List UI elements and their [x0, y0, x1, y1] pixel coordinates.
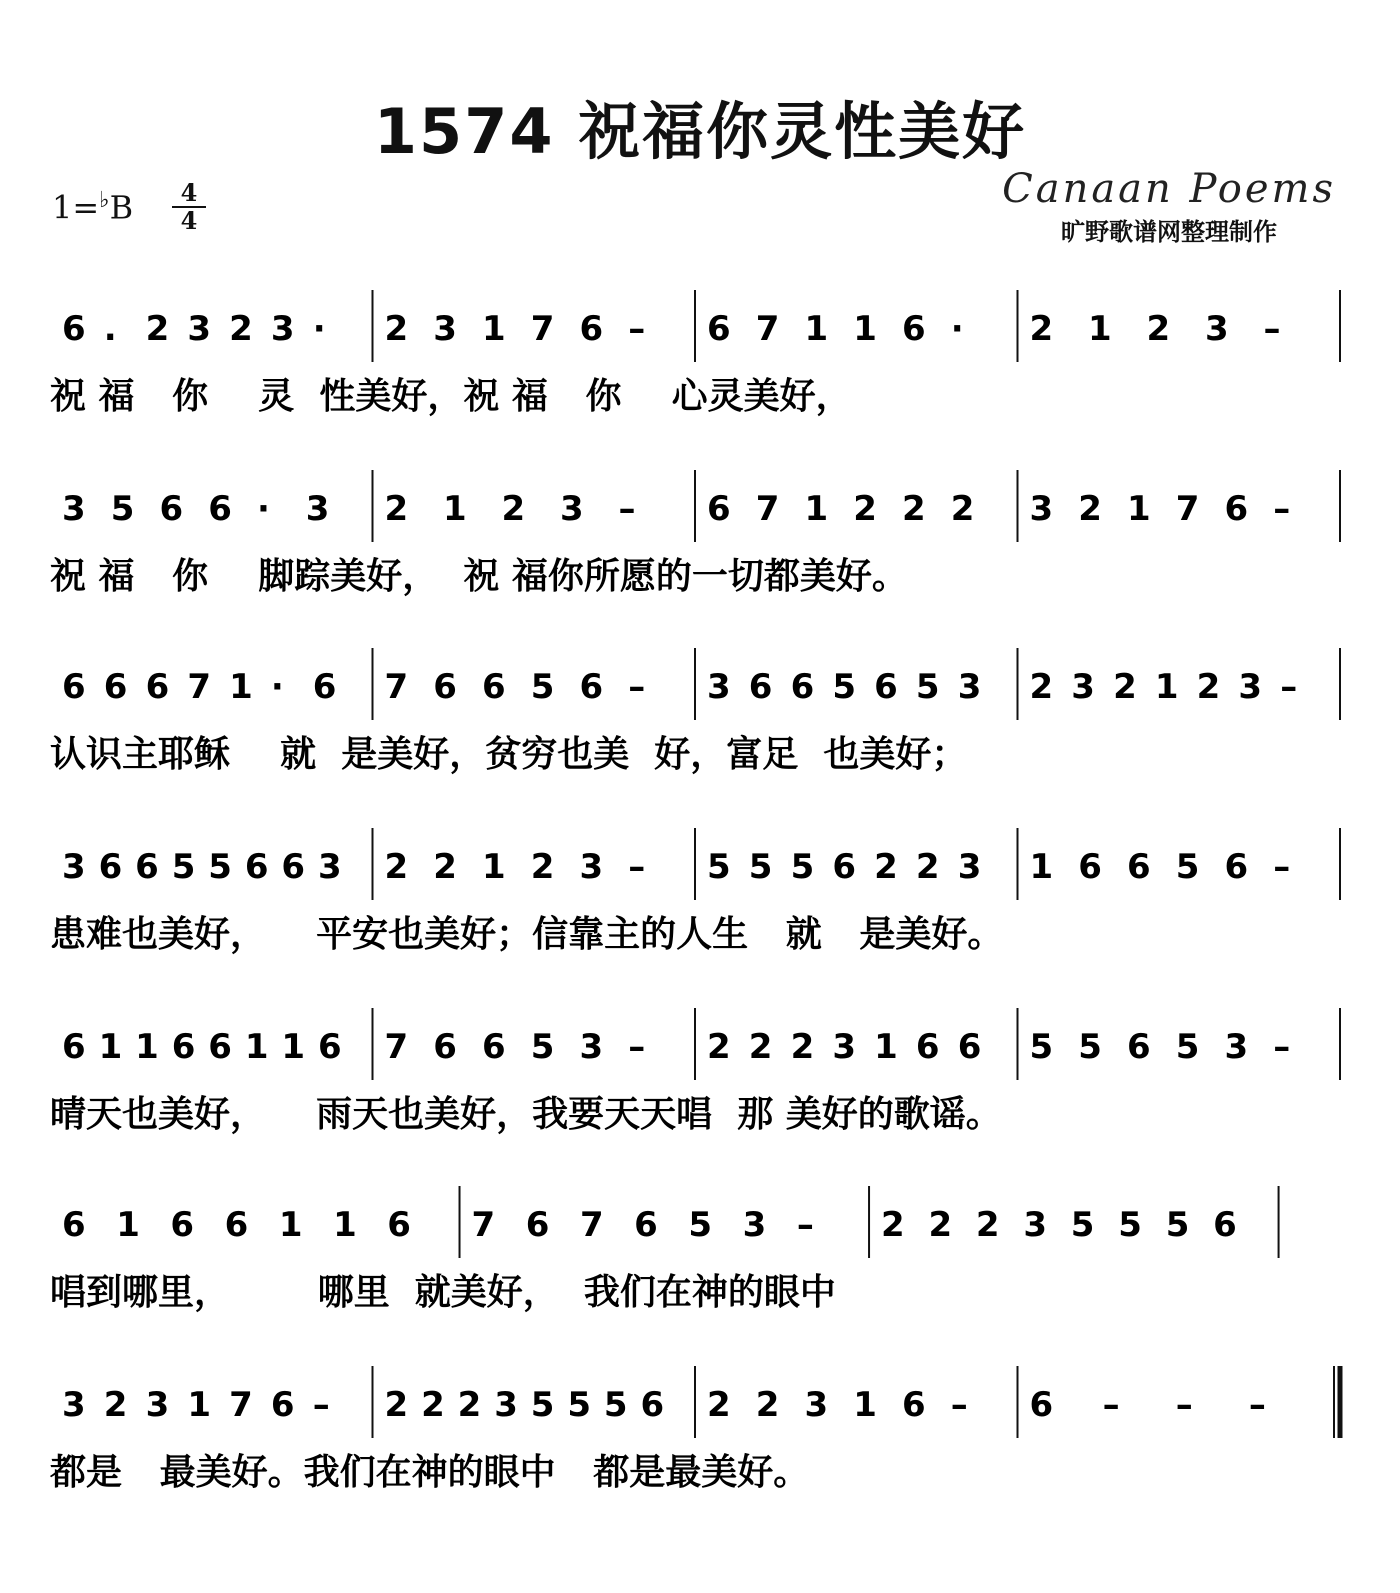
note: 6	[244, 847, 269, 887]
note: 7	[579, 1205, 604, 1245]
note: –	[1273, 489, 1291, 529]
note: 3	[317, 847, 342, 887]
note: ·	[270, 667, 284, 707]
note: 1	[874, 1027, 898, 1067]
note: 6	[748, 667, 773, 707]
note: –	[628, 847, 646, 887]
note: 2	[1113, 667, 1137, 707]
note: 5	[1165, 1205, 1190, 1245]
note: 6	[62, 667, 86, 707]
score-system	[0, 828, 1400, 998]
note: 1	[116, 1205, 140, 1245]
note: 6	[224, 1205, 249, 1245]
note: 3	[1205, 309, 1229, 349]
note: 2	[1029, 667, 1054, 707]
note: –	[618, 489, 636, 529]
lyric-line: 祝 福 你 灵 性美好，祝 福 你 心灵美好，	[50, 376, 852, 417]
note: 6	[433, 667, 457, 707]
note: 2	[902, 489, 926, 529]
note: 3	[305, 489, 330, 529]
note: 1	[98, 1027, 123, 1067]
note: 6	[387, 1205, 411, 1245]
note: 5	[1078, 1027, 1102, 1067]
note: 6	[874, 667, 898, 707]
note: 6	[281, 847, 306, 887]
note: 6	[1224, 847, 1249, 887]
note: 2	[433, 847, 457, 887]
note: 1	[229, 667, 253, 707]
note: 1	[1088, 309, 1112, 349]
note: 3	[1224, 1027, 1249, 1067]
note: 2	[790, 1027, 815, 1067]
note: 3	[1071, 667, 1095, 707]
note: 6	[312, 667, 337, 707]
note: 6	[98, 847, 123, 887]
note: 5	[208, 847, 232, 887]
note: 3	[957, 667, 982, 707]
note: 6	[915, 1027, 940, 1067]
lyric-line: 都是 最美好。我们在神的眼中 都是最美好。	[50, 1452, 810, 1493]
note: 6	[902, 1385, 926, 1425]
note: 7	[229, 1385, 253, 1425]
note: 2	[530, 847, 555, 887]
note: 3	[1023, 1205, 1048, 1245]
note: 3	[187, 309, 212, 349]
note: 6	[135, 847, 159, 887]
note: –	[1175, 1385, 1193, 1425]
note: 1	[135, 1027, 159, 1067]
note: –	[1248, 1385, 1266, 1425]
note: 6	[634, 1205, 658, 1245]
note: 2	[881, 1205, 905, 1245]
note: 1	[187, 1385, 212, 1425]
score-system	[0, 470, 1400, 640]
note: 5	[1070, 1205, 1095, 1245]
note: 5	[603, 1385, 628, 1425]
note: 6	[159, 489, 184, 529]
note: 3	[579, 1027, 604, 1067]
note: 3	[804, 1385, 829, 1425]
note: 7	[755, 309, 780, 349]
note: 6	[482, 667, 506, 707]
note: 5	[832, 667, 857, 707]
note: 5	[688, 1205, 713, 1245]
note: 2	[384, 309, 409, 349]
brand-block	[1002, 166, 1336, 247]
time-signature: 4 4	[172, 180, 206, 234]
note: 6	[902, 309, 926, 349]
note: 6	[832, 847, 857, 887]
note: 5	[1175, 1027, 1200, 1067]
note: 6	[62, 1205, 86, 1245]
score-system	[0, 290, 1400, 460]
note: 3	[62, 1385, 86, 1425]
lyric-line: 晴天也美好， 雨天也美好，我要天天唱 那 美好的歌谣。	[50, 1094, 1002, 1135]
note: 3	[1029, 489, 1054, 529]
note: 1	[333, 1205, 357, 1245]
note: 6	[790, 667, 815, 707]
note: 5	[567, 1385, 591, 1425]
note: 2	[874, 847, 898, 887]
brand-credit: 旷野歌谱网整理制作	[1061, 218, 1278, 246]
note: 6	[1078, 847, 1102, 887]
note: 1	[482, 847, 506, 887]
note: 6	[171, 1027, 196, 1067]
note: –	[796, 1205, 814, 1245]
score-system	[0, 1008, 1400, 1178]
note: 2	[707, 1385, 731, 1425]
score-system	[0, 648, 1400, 818]
note: 3	[62, 489, 86, 529]
note: 2	[853, 489, 877, 529]
note: –	[312, 1385, 330, 1425]
key-signature: 1=♭B	[52, 188, 134, 227]
note: –	[628, 1027, 646, 1067]
note: 2	[748, 1027, 773, 1067]
note: 1	[443, 489, 467, 529]
note: 2	[1078, 489, 1102, 529]
note: 1	[1154, 667, 1179, 707]
note: 1	[1127, 489, 1151, 529]
note: 2	[421, 1385, 445, 1425]
note: 1	[244, 1027, 269, 1067]
lyric-line: 认识主耶稣 就 是美好，贫穷也美 好，富足 也美好；	[50, 734, 968, 775]
note: 5	[748, 847, 773, 887]
note: 6	[270, 1385, 295, 1425]
note: 6	[433, 1027, 457, 1067]
note: 3	[707, 667, 731, 707]
note: 2	[384, 1385, 409, 1425]
note: 1	[804, 489, 829, 529]
note: 3	[742, 1205, 767, 1245]
score-system	[0, 1186, 1400, 1356]
note: 1	[853, 1385, 877, 1425]
note: ·	[312, 309, 326, 349]
note: 6	[317, 1027, 342, 1067]
note: 6	[707, 309, 731, 349]
note: 2	[384, 847, 409, 887]
note: –	[1263, 309, 1281, 349]
note: 6	[1029, 1385, 1054, 1425]
note: 1	[804, 309, 829, 349]
note: 6	[103, 667, 128, 707]
note: 2	[103, 1385, 128, 1425]
note: 1	[1029, 847, 1054, 887]
note: 6	[208, 1027, 232, 1067]
note: 7	[187, 667, 212, 707]
note: –	[628, 667, 646, 707]
lyric-line: 祝 福 你 脚踪美好， 祝 福你所愿的一切都美好。	[50, 556, 908, 597]
note: 6	[525, 1205, 550, 1245]
note: 6	[640, 1385, 665, 1425]
note: 1	[281, 1027, 306, 1067]
note: 2	[1146, 309, 1171, 349]
note: 1	[278, 1205, 303, 1245]
note: 6	[957, 1027, 982, 1067]
note: 7	[384, 667, 409, 707]
note: 2	[915, 847, 940, 887]
note: 2	[501, 489, 526, 529]
note: 5	[110, 489, 135, 529]
lyric-line: 唱到哪里， 哪里 就美好， 我们在神的眼中	[50, 1272, 836, 1313]
note: 5	[530, 1027, 555, 1067]
note: 6	[579, 667, 604, 707]
lyric-line: 患难也美好， 平安也美好；信靠主的人生 就 是美好。	[50, 914, 1004, 955]
note: 2	[1196, 667, 1221, 707]
note: 1	[482, 309, 506, 349]
note: –	[1102, 1385, 1120, 1425]
note: 2	[1029, 309, 1054, 349]
note: 6	[1127, 847, 1151, 887]
note: 7	[530, 309, 555, 349]
note: .	[103, 309, 117, 349]
note: 6	[482, 1027, 506, 1067]
note: 2	[755, 1385, 780, 1425]
note: 2	[229, 309, 253, 349]
note: 6	[62, 309, 86, 349]
note: 7	[755, 489, 780, 529]
note: 3	[494, 1385, 518, 1425]
note: 3	[832, 1027, 857, 1067]
note: 5	[790, 847, 815, 887]
note: 2	[384, 489, 409, 529]
note: 5	[915, 667, 940, 707]
note: –	[1273, 1027, 1291, 1067]
note: 5	[530, 1385, 555, 1425]
note: 3	[145, 1385, 170, 1425]
note: 2	[707, 1027, 731, 1067]
note: 5	[707, 847, 731, 887]
note: 3	[270, 309, 295, 349]
note: 5	[530, 667, 555, 707]
note: 6	[170, 1205, 195, 1245]
note: 3	[62, 847, 86, 887]
note: 1	[853, 309, 877, 349]
note: 6	[62, 1027, 86, 1067]
note: 3	[1238, 667, 1263, 707]
note: 2	[457, 1385, 482, 1425]
note: 6	[1224, 489, 1249, 529]
page-title: 1574 祝福你灵性美好	[373, 95, 1027, 168]
note: 6	[208, 489, 232, 529]
note: 3	[579, 847, 604, 887]
note: 6	[579, 309, 604, 349]
note: 3	[433, 309, 457, 349]
brand-logo: Canaan Poems	[1002, 166, 1336, 212]
note: 2	[928, 1205, 953, 1245]
note: 6	[145, 667, 170, 707]
note: 5	[1175, 847, 1200, 887]
note: 7	[1175, 489, 1200, 529]
note: 6	[1213, 1205, 1237, 1245]
note: 6	[707, 489, 731, 529]
note: –	[1280, 667, 1298, 707]
note: ·	[257, 489, 270, 529]
note: ·	[950, 309, 964, 349]
note: 7	[471, 1205, 496, 1245]
note: –	[628, 309, 646, 349]
note: 5	[1029, 1027, 1054, 1067]
note: 2	[950, 489, 975, 529]
note: –	[950, 1385, 968, 1425]
note: 6	[1127, 1027, 1151, 1067]
note: 3	[560, 489, 584, 529]
note: 3	[957, 847, 982, 887]
score-system	[0, 1366, 1400, 1536]
note: 7	[384, 1027, 409, 1067]
note: 2	[975, 1205, 1000, 1245]
note: 5	[1118, 1205, 1142, 1245]
note: 2	[145, 309, 170, 349]
note: –	[1273, 847, 1291, 887]
note: 5	[171, 847, 196, 887]
